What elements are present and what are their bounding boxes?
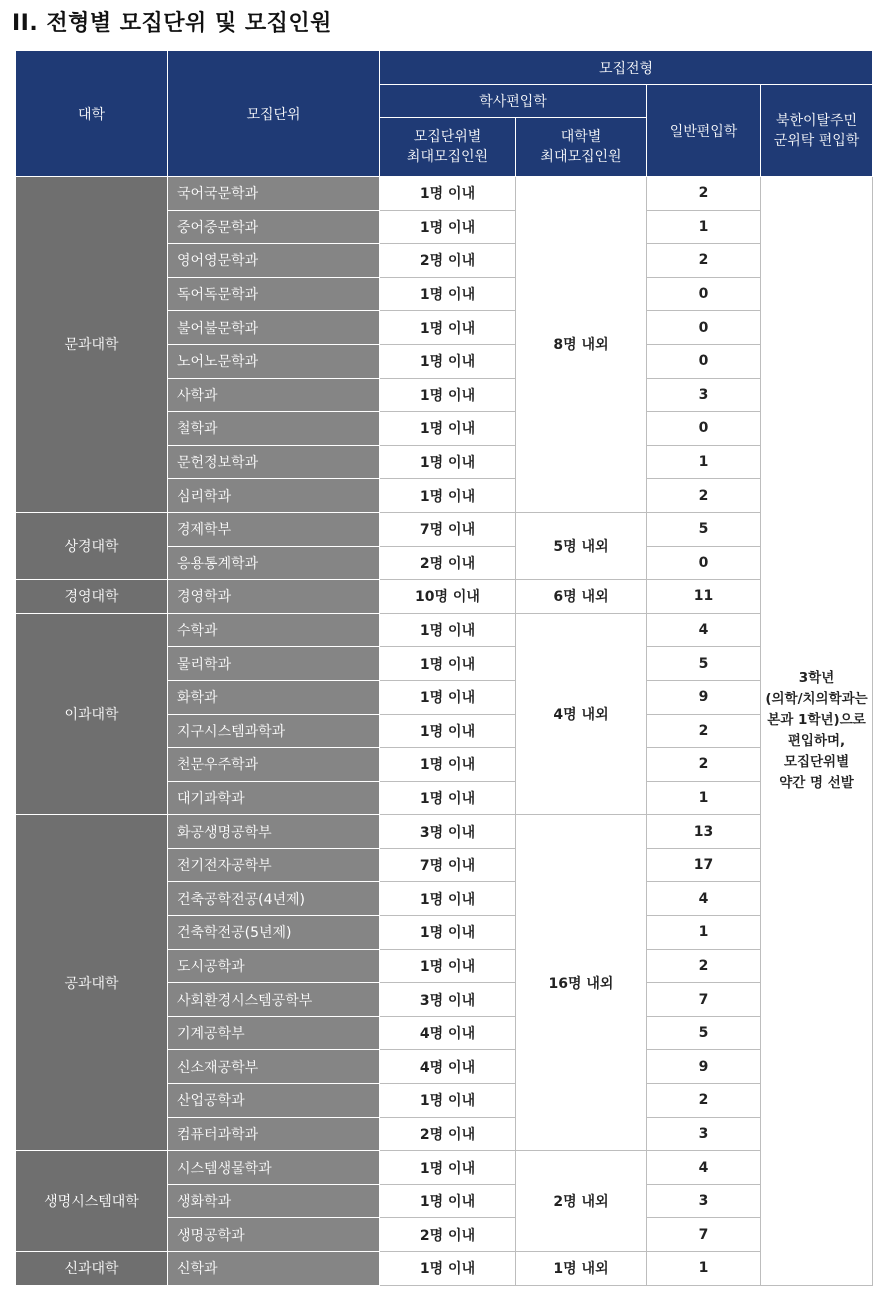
general-transfer-cell: 0 [647,546,761,580]
general-transfer-cell: 7 [647,1218,761,1252]
college-cell: 생명시스템대학 [16,1151,168,1252]
per-unit-max-cell: 1명 이내 [380,647,516,681]
per-unit-max-cell: 4명 이내 [380,1016,516,1050]
general-transfer-cell: 9 [647,680,761,714]
per-unit-max-cell: 1명 이내 [380,1151,516,1185]
general-transfer-cell: 3 [647,378,761,412]
general-transfer-cell: 3 [647,1117,761,1151]
table-row [16,580,873,614]
per-college-max-cell: 16명 내외 [516,815,647,1151]
per-unit-max-cell: 1명 이내 [380,344,516,378]
general-transfer-cell: 5 [647,647,761,681]
per-unit-max-cell: 1명 이내 [380,445,516,479]
header-admission-type: 모집전형 [380,51,873,85]
general-transfer-cell: 1 [647,916,761,950]
header-nk-defector: 북한이탈주민 군위탁 편입학 [761,85,873,177]
general-transfer-cell: 0 [647,311,761,345]
page-title: II. 전형별 모집단위 및 모집인원 [12,11,332,36]
general-transfer-cell: 7 [647,983,761,1017]
general-transfer-cell: 0 [647,412,761,446]
general-transfer-cell: 17 [647,848,761,882]
per-college-max-cell: 8명 내외 [516,177,647,513]
general-transfer-cell: 4 [647,882,761,916]
table-row [16,1252,873,1286]
unit-cell: 화학과 [168,680,380,714]
general-transfer-cell: 2 [647,177,761,211]
college-cell: 상경대학 [16,512,168,579]
per-unit-max-cell: 1명 이내 [380,882,516,916]
unit-cell: 건축공학전공(4년제) [168,882,380,916]
per-unit-max-cell: 7명 이내 [380,512,516,546]
unit-cell: 심리학과 [168,479,380,513]
unit-cell: 문헌정보학과 [168,445,380,479]
per-unit-max-cell: 3명 이내 [380,815,516,849]
general-transfer-cell: 1 [647,210,761,244]
unit-cell: 산업공학과 [168,1084,380,1118]
per-unit-max-cell: 1명 이내 [380,916,516,950]
per-unit-max-cell: 2명 이내 [380,546,516,580]
per-unit-max-cell: 1명 이내 [380,714,516,748]
per-unit-max-cell: 1명 이내 [380,177,516,211]
per-unit-max-cell: 1명 이내 [380,613,516,647]
unit-cell: 사학과 [168,378,380,412]
general-transfer-cell: 2 [647,714,761,748]
header-unit: 모집단위 [168,51,380,177]
general-transfer-cell: 11 [647,580,761,614]
per-unit-max-cell: 1명 이내 [380,949,516,983]
unit-cell: 영어영문학과 [168,244,380,278]
unit-cell: 시스템생물학과 [168,1151,380,1185]
unit-cell: 독어독문학과 [168,277,380,311]
unit-cell: 중어중문학과 [168,210,380,244]
per-unit-max-cell: 1명 이내 [380,210,516,244]
unit-cell: 전기전자공학부 [168,848,380,882]
unit-cell: 경영학과 [168,580,380,614]
per-college-max-cell: 2명 내외 [516,1151,647,1252]
unit-cell: 경제학부 [168,512,380,546]
general-transfer-cell: 2 [647,479,761,513]
unit-cell: 화공생명공학부 [168,815,380,849]
unit-cell: 물리학과 [168,647,380,681]
general-transfer-cell: 2 [647,244,761,278]
unit-cell: 기계공학부 [168,1016,380,1050]
per-unit-max-cell: 1명 이내 [380,1084,516,1118]
general-transfer-cell: 2 [647,748,761,782]
per-unit-max-cell: 1명 이내 [380,1184,516,1218]
unit-cell: 대기과학과 [168,781,380,815]
unit-cell: 수학과 [168,613,380,647]
general-transfer-cell: 2 [647,1084,761,1118]
per-unit-max-cell: 7명 이내 [380,848,516,882]
per-unit-max-cell: 1명 이내 [380,1252,516,1286]
admission-table [15,50,873,1286]
per-unit-max-cell: 2명 이내 [380,244,516,278]
unit-cell: 신소재공학부 [168,1050,380,1084]
per-unit-max-cell: 10명 이내 [380,580,516,614]
per-unit-max-cell: 3명 이내 [380,983,516,1017]
unit-cell: 국어국문학과 [168,177,380,211]
per-college-max-cell: 4명 내외 [516,613,647,815]
general-transfer-cell: 5 [647,512,761,546]
per-unit-max-cell: 1명 이내 [380,277,516,311]
college-cell: 이과대학 [16,613,168,815]
table-row [16,613,873,647]
per-unit-max-cell: 1명 이내 [380,412,516,446]
general-transfer-cell: 9 [647,1050,761,1084]
unit-cell: 응용통계학과 [168,546,380,580]
per-unit-max-cell: 2명 이내 [380,1117,516,1151]
unit-cell: 노어노문학과 [168,344,380,378]
header-general: 일반편입학 [647,85,761,177]
college-cell: 공과대학 [16,815,168,1151]
header-college: 대학 [16,51,168,177]
per-college-max-cell: 1명 내외 [516,1252,647,1286]
table-row [16,177,873,211]
unit-cell: 지구시스템과학과 [168,714,380,748]
table-row [16,1151,873,1185]
general-transfer-cell: 4 [647,1151,761,1185]
college-cell: 신과대학 [16,1252,168,1286]
unit-cell: 불어불문학과 [168,311,380,345]
per-unit-max-cell: 1명 이내 [380,479,516,513]
general-transfer-cell: 4 [647,613,761,647]
college-cell: 경영대학 [16,580,168,614]
general-transfer-cell: 1 [647,781,761,815]
unit-cell: 생화학과 [168,1184,380,1218]
per-college-max-cell: 6명 내외 [516,580,647,614]
unit-cell: 철학과 [168,412,380,446]
unit-cell: 도시공학과 [168,949,380,983]
college-cell: 문과대학 [16,177,168,513]
table-body [16,177,873,1286]
general-transfer-cell: 0 [647,344,761,378]
per-unit-max-cell: 1명 이내 [380,378,516,412]
per-unit-max-cell: 4명 이내 [380,1050,516,1084]
header-per-college-max: 대학별 최대모집인원 [516,118,647,177]
general-transfer-cell: 2 [647,949,761,983]
table-row [16,512,873,546]
general-transfer-cell: 1 [647,1252,761,1286]
unit-cell: 천문우주학과 [168,748,380,782]
general-transfer-cell: 5 [647,1016,761,1050]
unit-cell: 생명공학과 [168,1218,380,1252]
per-college-max-cell: 5명 내외 [516,512,647,579]
unit-cell: 건축학전공(5년제) [168,916,380,950]
unit-cell: 컴퓨터과학과 [168,1117,380,1151]
general-transfer-cell: 13 [647,815,761,849]
general-transfer-cell: 0 [647,277,761,311]
per-unit-max-cell: 1명 이내 [380,748,516,782]
per-unit-max-cell: 1명 이내 [380,781,516,815]
unit-cell: 사회환경시스템공학부 [168,983,380,1017]
table-row [16,815,873,849]
header-per-unit-max: 모집단위별 최대모집인원 [380,118,516,177]
general-transfer-cell: 3 [647,1184,761,1218]
unit-cell: 신학과 [168,1252,380,1286]
general-transfer-cell: 1 [647,445,761,479]
header-transfer: 학사편입학 [380,85,647,118]
per-unit-max-cell: 1명 이내 [380,311,516,345]
per-unit-max-cell: 1명 이내 [380,680,516,714]
per-unit-max-cell: 2명 이내 [380,1218,516,1252]
nk-defector-note: 3학년 (의학/치의학과는 본과 1학년)으로 편입하며, 모집단위별 약간 명 선발 [761,177,873,1286]
